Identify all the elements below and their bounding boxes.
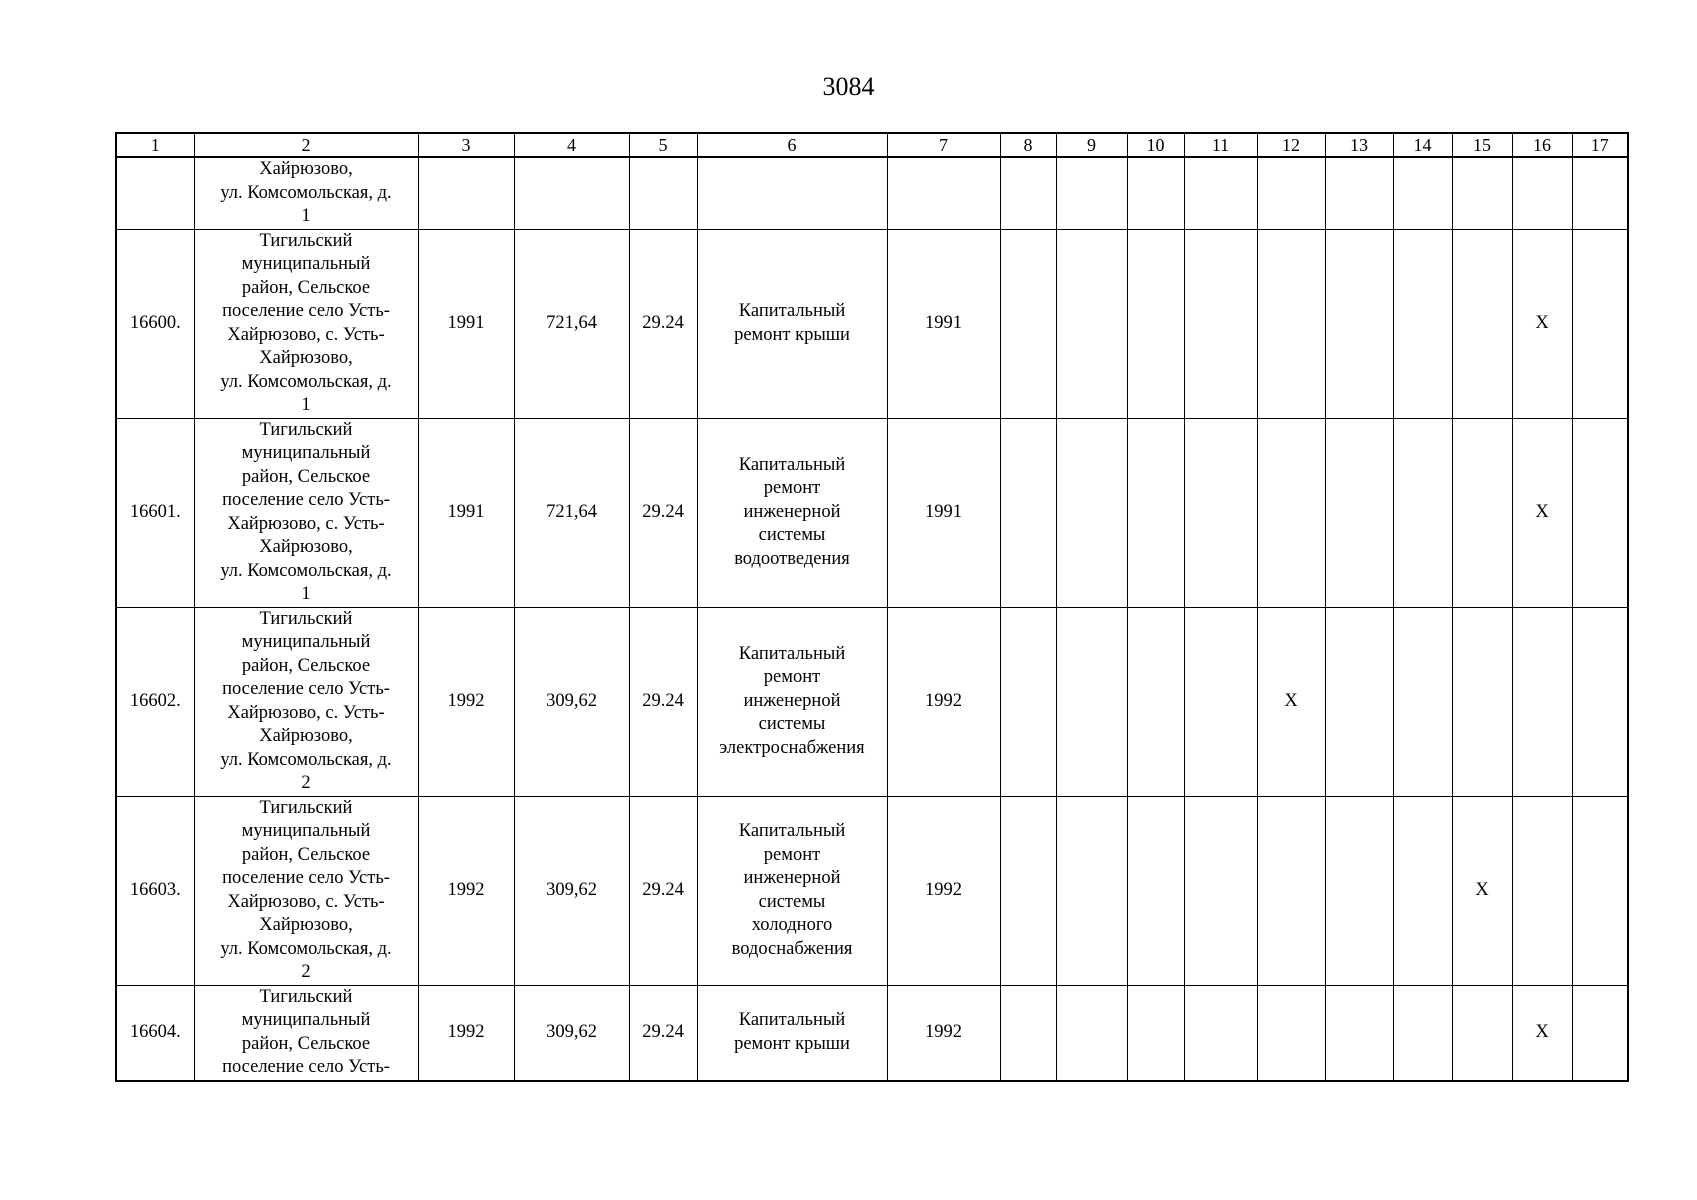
commission-year-cell [418,607,514,796]
row-number-cell [116,607,194,796]
code-cell-text: 29.24 [642,501,684,522]
code-cell-text: 29.24 [642,312,684,333]
mark-cell-16 [1512,796,1572,985]
work-year-cell [887,229,1000,418]
column-header: 17 [1572,133,1628,157]
work-year-cell [887,796,1000,985]
work-type-cell-text: Капитальный ремонт инженерной системы холодного водоснабжения [731,821,853,959]
address-cell-text: Тигильский муниципальный район, Сельское поселение село Усть- Хайрюзово, с. Усть- Хайрюзово, ул. Комсомольская, д. 2 [220,608,392,793]
empty-cell [1572,418,1628,607]
work-type-cell-text: Капитальный ремонт инженерной системы водоотведения [734,454,850,569]
empty-cell [1393,418,1452,607]
code-cell-text: 29.24 [642,690,684,711]
empty-cell [1127,418,1184,607]
column-header: 13 [1325,133,1393,157]
work-year-cell-text: 1992 [925,879,962,900]
empty-cell [1127,157,1184,229]
empty-cell [1056,607,1127,796]
work-type-cell-text: Капитальный ремонт крыши [734,301,850,345]
mark-cell-15 [1452,229,1512,418]
address-cell-text: Тигильский муниципальный район, Сельское поселение село Усть- Хайрюзово, с. Усть- Хайрюзово, ул. Комсомольская, д. 2 [220,797,392,982]
code-cell [629,157,697,229]
mark-cell-16 [1512,985,1572,1081]
code-cell [629,985,697,1081]
commission-year-cell [418,985,514,1081]
area-cell-text: 309,62 [546,1021,597,1042]
empty-cell [1325,985,1393,1081]
area-cell [514,796,629,985]
address-cell-text: Тигильский муниципальный район, Сельское поселение село Усть- Хайрюзово, с. Усть- Хайрюзово, ул. Комсомольская, д. 1 [220,230,392,415]
mark-cell-15 [1452,607,1512,796]
column-header: 16 [1512,133,1572,157]
work-year-cell-text: 1992 [925,1021,962,1042]
work-year-cell-text: 1992 [925,690,962,711]
commission-year-cell-text: 1992 [447,879,485,900]
mark-cell-15 [1452,985,1512,1081]
empty-cell [1572,229,1628,418]
commission-year-cell-text: 1991 [447,501,485,522]
work-type-cell [697,796,887,985]
row-number-cell [116,229,194,418]
table-row [116,418,1628,607]
work-type-cell-text: Капитальный ремонт крыши [734,1010,850,1054]
area-cell [514,607,629,796]
work-type-cell [697,985,887,1081]
work-year-cell [887,607,1000,796]
empty-cell [1127,229,1184,418]
mark-cell-16-text: X [1535,312,1549,333]
empty-cell [1056,418,1127,607]
empty-cell [1393,157,1452,229]
mark-cell-16 [1512,607,1572,796]
empty-cell [1056,157,1127,229]
table-row [116,796,1628,985]
area-cell-text: 721,64 [546,501,597,522]
mark-cell-15-text: X [1475,879,1489,900]
column-header: 4 [514,133,629,157]
empty-cell [1000,157,1056,229]
row-number-cell-text: 16603. [129,879,181,900]
work-year-cell-text: 1991 [925,312,962,333]
page-number: 3084 [822,72,875,101]
mark-cell-16-text: X [1535,501,1549,522]
work-year-cell-text: 1991 [925,501,962,522]
empty-cell [1056,796,1127,985]
empty-cell [1184,157,1257,229]
mark-cell-12 [1257,229,1325,418]
commission-year-cell-text: 1992 [447,690,485,711]
row-number-cell [116,985,194,1081]
work-type-cell-text: Капитальный ремонт инженерной системы электроснабжения [719,643,865,758]
row-number-cell-text: 16602. [129,690,181,711]
area-cell [514,985,629,1081]
address-cell [194,157,418,229]
empty-cell [1572,607,1628,796]
column-header: 3 [418,133,514,157]
table-row [116,157,1628,229]
empty-cell [1184,418,1257,607]
address-cell [194,607,418,796]
column-header: 8 [1000,133,1056,157]
mark-cell-16 [1512,418,1572,607]
row-number-cell [116,418,194,607]
empty-cell [1127,607,1184,796]
area-cell [514,418,629,607]
empty-cell [1000,607,1056,796]
address-cell-text: Хайрюзово, ул. Комсомольская, д. 1 [220,159,392,226]
commission-year-cell-text: 1992 [447,1021,485,1042]
code-cell [629,229,697,418]
empty-cell [1056,985,1127,1081]
code-cell [629,418,697,607]
address-cell-text: Тигильский муниципальный район, Сельское поселение село Усть- Хайрюзово, с. Усть- Хайрюзово, ул. Комсомольская, д. 1 [220,419,392,604]
address-cell-text: Тигильский муниципальный район, Сельское поселение село Усть- [222,986,390,1077]
column-header: 7 [887,133,1000,157]
work-type-cell [697,418,887,607]
work-type-cell [697,229,887,418]
work-type-cell [697,607,887,796]
mark-cell-15 [1452,796,1512,985]
table-row [116,985,1628,1081]
code-cell-text: 29.24 [642,1021,684,1042]
commission-year-cell-text: 1991 [447,312,485,333]
commission-year-cell [418,229,514,418]
work-year-cell [887,418,1000,607]
area-cell-text: 309,62 [546,690,597,711]
column-header: 5 [629,133,697,157]
empty-cell [1184,985,1257,1081]
code-cell [629,796,697,985]
empty-cell [1393,985,1452,1081]
mark-cell-16 [1512,229,1572,418]
empty-cell [1184,796,1257,985]
code-cell [629,607,697,796]
row-number-cell-text: 16604. [129,1021,181,1042]
column-header: 6 [697,133,887,157]
data-table [115,132,1629,1082]
empty-cell [1127,796,1184,985]
address-cell [194,796,418,985]
empty-cell [1393,229,1452,418]
mark-cell-12-text: X [1284,690,1298,711]
empty-cell [1127,985,1184,1081]
column-header: 14 [1393,133,1452,157]
row-number-cell-text: 16600. [129,312,181,333]
column-number-row [116,133,1628,157]
empty-cell [1325,157,1393,229]
mark-cell-15 [1452,157,1512,229]
column-header: 12 [1257,133,1325,157]
commission-year-cell [418,157,514,229]
mark-cell-16-text: X [1535,1021,1549,1042]
area-cell-text: 721,64 [546,312,597,333]
empty-cell [1000,796,1056,985]
work-year-cell [887,985,1000,1081]
work-type-cell [697,157,887,229]
empty-cell [1000,418,1056,607]
empty-cell [1572,796,1628,985]
address-cell [194,418,418,607]
empty-cell [1000,985,1056,1081]
empty-cell [1393,607,1452,796]
mark-cell-12 [1257,796,1325,985]
table-row [116,229,1628,418]
commission-year-cell [418,418,514,607]
mark-cell-12 [1257,418,1325,607]
empty-cell [1572,157,1628,229]
empty-cell [1325,796,1393,985]
area-cell-text: 309,62 [546,879,597,900]
empty-cell [1393,796,1452,985]
column-header: 15 [1452,133,1512,157]
column-header: 10 [1127,133,1184,157]
row-number-cell-text: 16601. [129,501,181,522]
row-number-cell [116,157,194,229]
mark-cell-12 [1257,985,1325,1081]
column-header: 1 [116,133,194,157]
column-header: 11 [1184,133,1257,157]
empty-cell [1056,229,1127,418]
empty-cell [1325,229,1393,418]
area-cell [514,229,629,418]
empty-cell [1000,229,1056,418]
row-number-cell [116,796,194,985]
empty-cell [1325,418,1393,607]
code-cell-text: 29.24 [642,879,684,900]
mark-cell-12 [1257,607,1325,796]
area-cell [514,157,629,229]
column-header: 9 [1056,133,1127,157]
mark-cell-12 [1257,157,1325,229]
column-header: 2 [194,133,418,157]
table-row [116,607,1628,796]
work-year-cell [887,157,1000,229]
commission-year-cell [418,796,514,985]
empty-cell [1184,607,1257,796]
empty-cell [1572,985,1628,1081]
empty-cell [1325,607,1393,796]
mark-cell-15 [1452,418,1512,607]
empty-cell [1184,229,1257,418]
address-cell [194,985,418,1081]
address-cell [194,229,418,418]
mark-cell-16 [1512,157,1572,229]
